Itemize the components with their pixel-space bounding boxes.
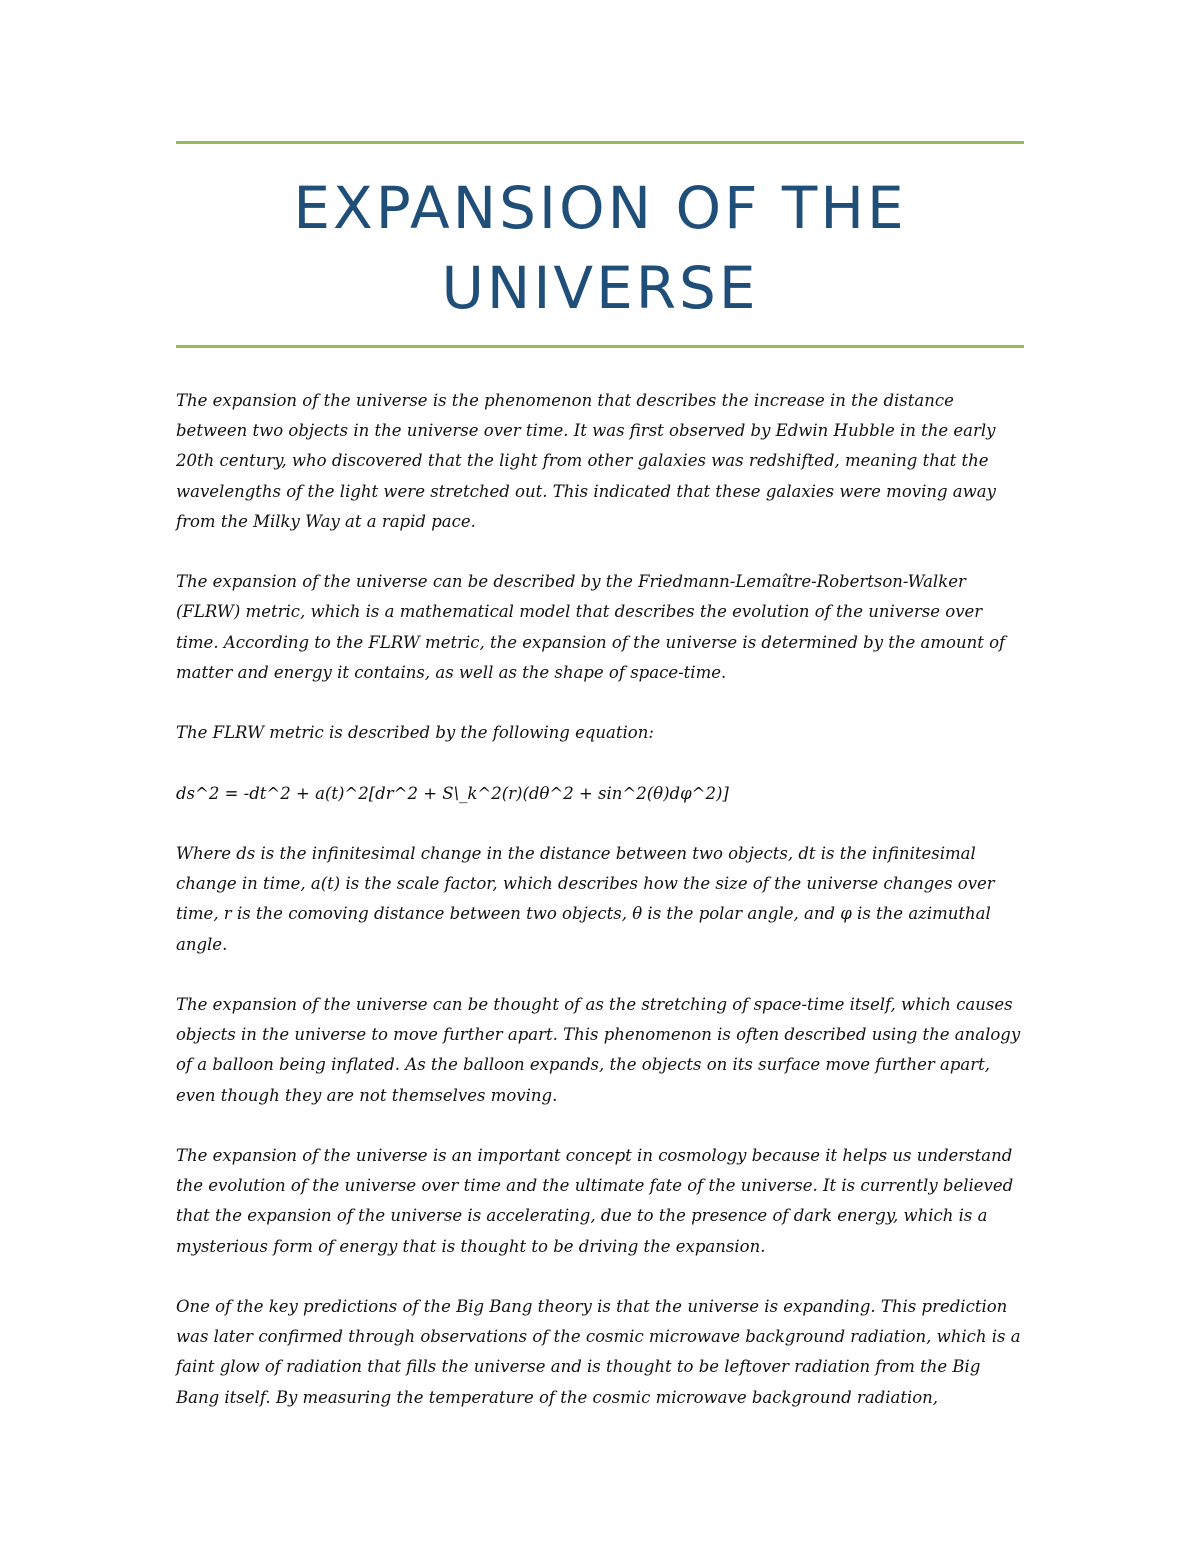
- title-bottom-rule: [176, 345, 1024, 348]
- equation-line: ds^2 = -dt^2 + a(t)^2[dr^2 + S\_k^2(r)(dθ^2 + sin^2(θ)dφ^2)]: [176, 783, 729, 803]
- paragraph-flrw-intro: The expansion of the universe can be described by the Friedmann-Lemaître-Robertson-Walker (FLRW) metric, which is a mathematical model that describes the evolution of the universe over time. According to the FLRW metric, the expansion of the universe is determined by the amount of matter and energy it contains, as well as the shape of space-time.: [176, 572, 1006, 682]
- paragraph-cosmology: The expansion of the universe is an important concept in cosmology because it helps us understand the evolution of the universe over time and the ultimate fate of the universe. It is currently believed that the expansion of the universe is accelerating, due to the presence of dark energy, which is a mysterious form of energy that is thought to be driving the expansion.: [176, 1145, 1014, 1256]
- title-line-2: UNIVERSE: [441, 254, 759, 322]
- document-body: [176, 386, 1024, 1443]
- paragraph-big-bang: One of the key predictions of the Big Bang theory is that the universe is expanding. This prediction was later confirmed through observations of the cosmic microwave background radiation, which is a faint glow of radiation that fills the universe and is thought to be leftover radiation from the Big Bang itself. By measuring the temperature of the cosmic microwave background radiation,: [176, 1296, 1021, 1407]
- title-top-rule: [176, 141, 1024, 144]
- paragraph-hubble: The expansion of the universe is the phenomenon that describes the increase in the distance between two objects in the universe over time. It was first observed by Edwin Hubble in the early 20th century, who discovered that the light from other galaxies was redshifted, meaning that the wavelengths of the light were stretched out. This indicated that these galaxies were moving away from the Milky Way at a rapid pace.: [176, 391, 996, 531]
- paragraph-equation-terms: Where ds is the infinitesimal change in the distance between two objects, dt is the infinitesimal change in time, a(t) is the scale factor, which describes how the size of the universe changes over time, r is the comoving distance between two objects, θ is the polar angle, and φ is the azimuthal angle.: [176, 843, 995, 954]
- title-line-1: EXPANSION OF THE: [293, 174, 907, 242]
- page-title: [176, 168, 1024, 328]
- paragraph-equation-lead: The FLRW metric is described by the following equation:: [176, 723, 654, 743]
- paragraph-balloon-analogy: The expansion of the universe can be thought of as the stretching of space-time itself, which causes objects in the universe to move further apart. This phenomenon is often described using the analogy of a balloon being inflated. As the balloon expands, the objects on its surface move further apart, even though they are not themselves moving.: [176, 994, 1021, 1105]
